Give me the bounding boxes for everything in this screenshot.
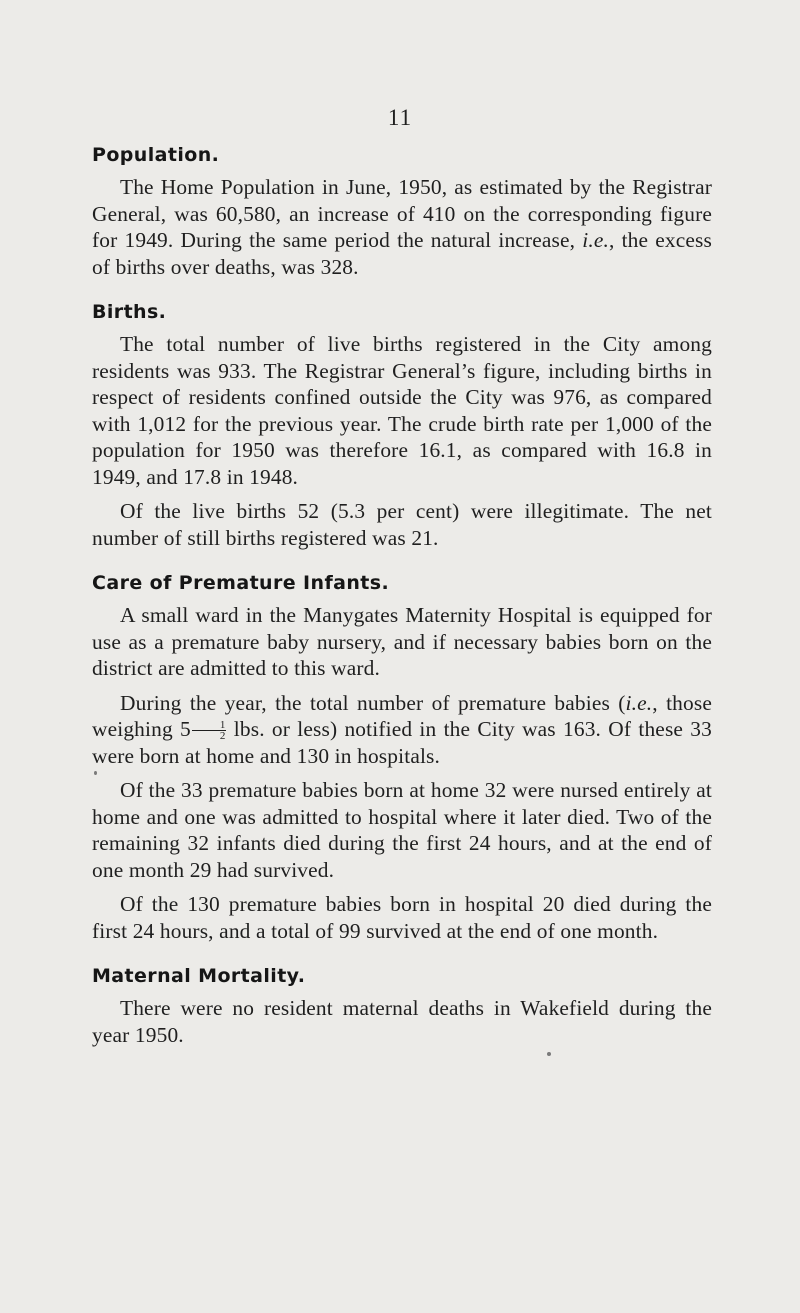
births-paragraph-2: Of the live births 52 (5.3 per cent) were illegitimate. The net number of still births registered was 21. bbox=[92, 499, 712, 550]
premature-ie: i.e. bbox=[625, 690, 653, 715]
premature-paragraph-3: Of the 33 premature babies born at home 32 were nursed entirely at home and one was admitted to hospital where it later died. Two of the remaining 32 infants died during the first 24 hours, and at the end of one month 29 had survived. bbox=[92, 778, 712, 882]
paper-speck bbox=[94, 771, 97, 775]
premature-paragraph-4: Of the 130 premature babies born in hospital 20 died during the first 24 hours, and a total of 99 survived at the end of one month. bbox=[92, 892, 712, 943]
premature-paragraph-1: A small ward in the Manygates Maternity Hospital is equipped for use as a premature baby nursery, and if necessary babies born on the district are admitted to this ward. bbox=[92, 603, 712, 680]
page-number: 11 bbox=[387, 105, 413, 130]
population-heading: Population. bbox=[92, 144, 220, 166]
fraction-numerator: 1 bbox=[192, 720, 226, 731]
population-text: The Home Population in June, 1950, as estimated by the Registrar General, was 60,580, an increase of 410 on the corresponding figure for 1949. During the same period the natural increase, bbox=[92, 175, 712, 252]
fraction-denominator: 2 bbox=[219, 730, 226, 742]
births-paragraph-1: The total number of live births registered in the City among residents was 933. The Registrar General’s figure, including births in respect of residents confined outside the City was 976, as compared with 1,012 for the previous year. The crude birth rate per 1,000 of the population for 1950 was therefore 16.1, as compared with 16.8 in 1949, and 17.8 in 1948. bbox=[92, 332, 712, 489]
premature-heading: Care of Premature Infants. bbox=[92, 572, 390, 594]
premature-p2-end: lbs. or less) notified in the City was 163. Of these 33 were born at home and 130 in hospitals. bbox=[92, 717, 712, 768]
maternal-section bbox=[92, 965, 712, 1048]
half-fraction bbox=[192, 720, 226, 741]
document-body bbox=[92, 144, 712, 1069]
premature-p2-mid: , those weighing 5 bbox=[92, 690, 712, 741]
paper-speck bbox=[547, 1052, 551, 1056]
population-ie: i.e. bbox=[582, 228, 609, 252]
population-section bbox=[92, 144, 712, 280]
maternal-paragraph: There were no resident maternal deaths in Wakefield during the year 1950. bbox=[92, 996, 712, 1047]
population-text-end: , the excess of births over deaths, was 328. bbox=[92, 228, 712, 279]
premature-paragraph-2 bbox=[92, 690, 712, 770]
premature-p2-start: During the year, the total number of premature babies ( bbox=[120, 690, 626, 715]
population-paragraph bbox=[92, 174, 712, 280]
premature-section bbox=[92, 572, 712, 944]
births-section bbox=[92, 301, 712, 551]
maternal-heading: Maternal Mortality. bbox=[92, 965, 306, 987]
births-heading: Births. bbox=[92, 301, 167, 323]
